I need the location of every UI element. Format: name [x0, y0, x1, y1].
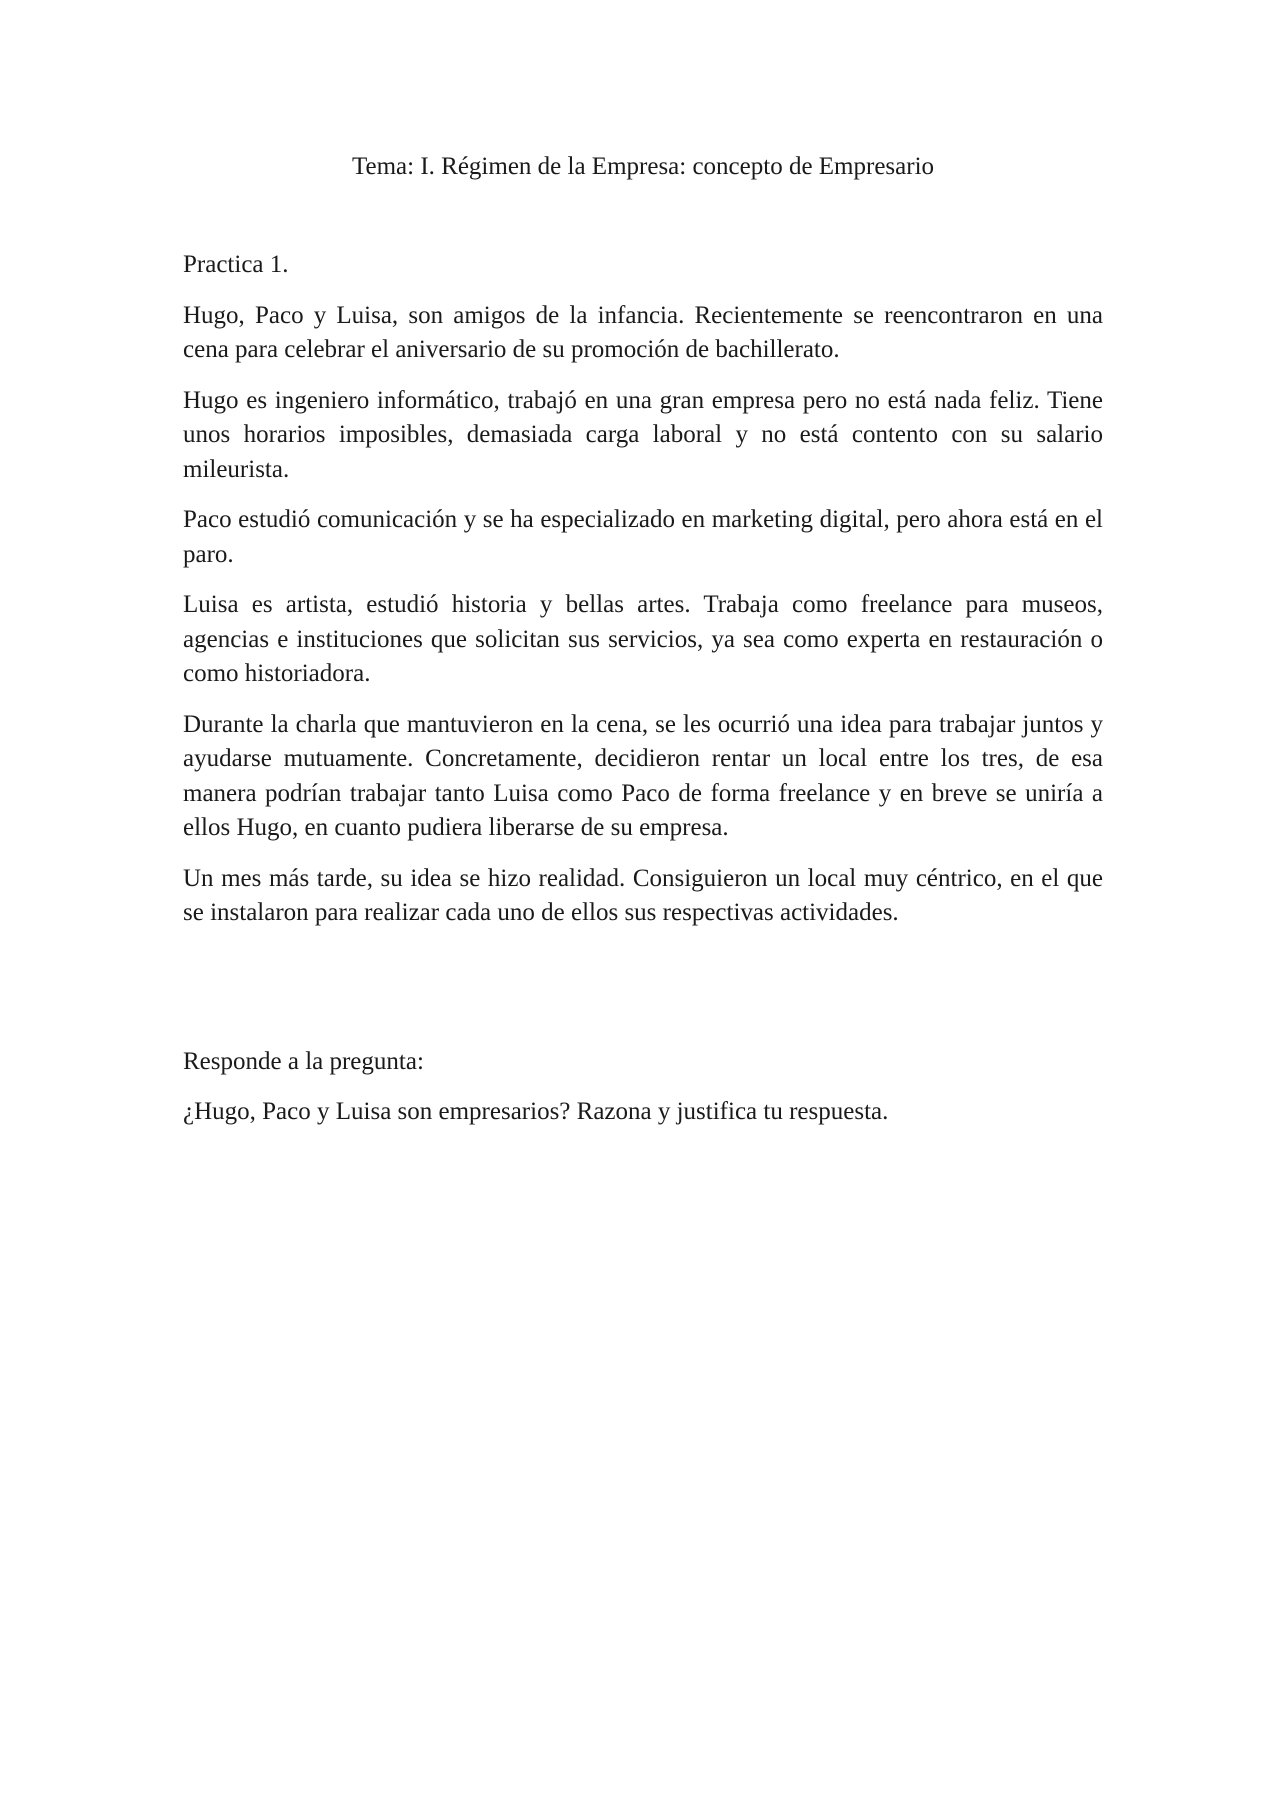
paragraph-hugo: Hugo es ingeniero informático, trabajó en una gran empresa pero no está nada feliz. Tiene unos horarios imposibles, demasiada carga laboral y no está contento con su salario mileurista. — [183, 386, 1103, 483]
paragraph-paco: Paco estudió comunicación y se ha especializado en marketing digital, pero ahora está en el paro. — [183, 506, 1103, 568]
document-body — [183, 150, 1103, 1146]
practice-label: Practica 1. — [183, 251, 289, 278]
paragraph-idea: Durante la charla que mantuvieron en la cena, se les ocurrió una idea para trabajar juntos y ayudarse mutuamente. Concretamente, decidieron rentar un local entre los tres, de esa manera podrían trabajar tanto Luisa como Paco de forma freelance y en breve se uniría a ellos Hugo, en cuanto pudiera liberarse de su empresa. — [183, 710, 1103, 841]
document-title: Tema: I. Régimen de la Empresa: concepto de Empresario — [351, 153, 935, 180]
question-label: Responde a la pregunta: — [183, 1047, 424, 1075]
question-text: ¿Hugo, Paco y Luisa son empresarios? Razona y justifica tu respuesta. — [183, 1098, 889, 1125]
paragraph-luisa: Luisa es artista, estudió historia y bellas artes. Trabaja como freelance para museos, agencias e instituciones que solicitan sus servicios, ya sea como experta en restauración o como historiadora. — [183, 591, 1103, 687]
paragraph-outcome: Un mes más tarde, su idea se hizo realidad. Consiguieron un local muy céntrico, en el que se instalaron para realizar cada uno de ellos sus respectivas actividades. — [183, 864, 1103, 926]
paragraph-intro: Hugo, Paco y Luisa, son amigos de la infancia. Recientemente se reencontraron en una cena para celebrar el aniversario de su promoción de bachillerato. — [183, 301, 1103, 363]
spacer — [183, 947, 1103, 1045]
